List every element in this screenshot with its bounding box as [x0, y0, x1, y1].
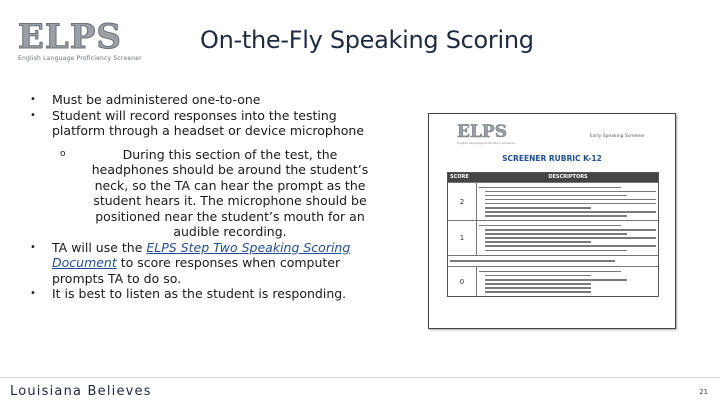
rubric-header-score: SCORE	[450, 174, 469, 180]
elps-logo	[18, 17, 153, 64]
footer-brand: Louisiana Believes	[10, 384, 152, 399]
rubric-note	[448, 255, 658, 267]
bullet-marker: •	[30, 241, 36, 253]
bullet-text: Student will record responses into the testing platform through a headset or device microphone	[52, 107, 365, 138]
rubric-header	[448, 173, 658, 182]
rubric-header-descriptors: DESCRIPTORS	[548, 174, 588, 180]
rubric-thumbnail	[428, 113, 676, 329]
page-number: 21	[699, 388, 708, 396]
bullet-item	[30, 240, 370, 287]
rubric-row	[448, 266, 658, 296]
bullet-item	[30, 286, 370, 302]
rubric-row	[448, 220, 658, 254]
sub-bullet-item	[58, 147, 370, 240]
thumbnail-logo: ELPS	[457, 122, 507, 142]
rubric-row	[448, 182, 658, 220]
thumbnail-logo-subtitle: English Language Proficiency Screener	[457, 141, 516, 145]
rubric-table	[447, 172, 659, 297]
slide-content	[30, 92, 370, 302]
bullet-marker: •	[30, 109, 36, 121]
bullet-marker: •	[30, 288, 36, 299]
rubric-descriptor	[477, 183, 658, 220]
bullet-text-suffix: to score responses when computer prompts TA to do so.	[52, 255, 341, 286]
bullet-marker: •	[30, 94, 36, 105]
rubric-score: 1	[448, 221, 477, 254]
rubric-score: 0	[448, 267, 477, 296]
footer-divider	[0, 377, 720, 378]
rubric-heading: SCREENER RUBRIC K-12	[502, 154, 602, 163]
bullet-text-prefix: TA will use the	[52, 239, 147, 255]
bullet-item	[30, 92, 370, 108]
bullet-text: It is best to listen as the student is responding.	[52, 286, 347, 301]
logo-subtitle: English Language Proficiency Screener	[18, 55, 142, 62]
logo-text: ELPS	[18, 17, 122, 57]
rubric-descriptor	[477, 267, 658, 296]
rubric-descriptor	[477, 221, 658, 254]
thumbnail-meta: Early Speaking Screener	[589, 134, 645, 139]
scoring-document-link[interactable]: ELPS Step Two Speaking Scoring Document	[52, 239, 351, 270]
bullet-text: Must be administered one-to-one	[52, 92, 261, 107]
bullet-text	[52, 240, 370, 287]
sub-bullet-text: During this section of the test, the headphones should be around the student’s neck, so the TA can hear the prompt as the student hears it. The microphone should be positioned near the student’s mouth for an audible recording.	[91, 146, 369, 239]
rubric-score: 2	[448, 183, 477, 220]
slide-title: On-the-Fly Speaking Scoring	[200, 26, 534, 54]
sub-bullet-marker: o	[60, 148, 66, 159]
bullet-item	[30, 108, 370, 139]
